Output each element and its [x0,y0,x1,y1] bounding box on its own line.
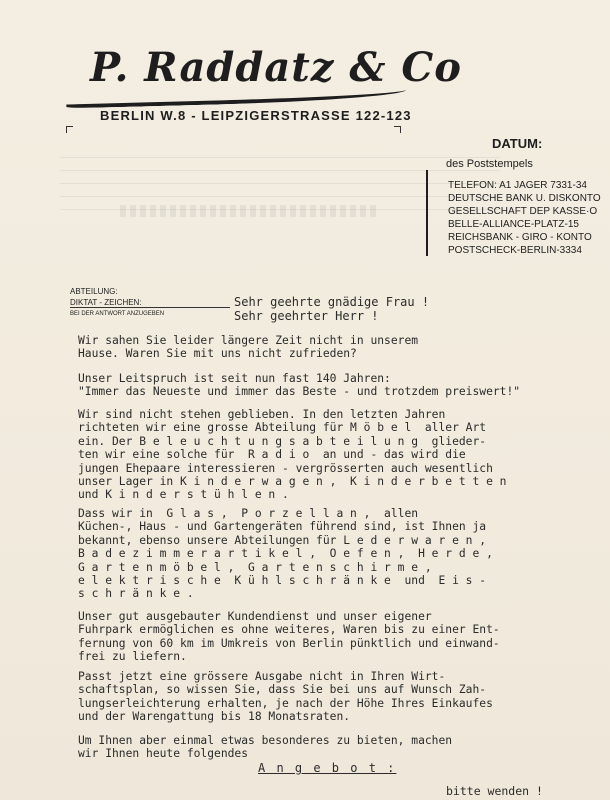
paragraph-1: Wir sahen Sie leider längere Zeit nicht in unserem Hause. Waren Sie mit uns nicht zufrieden? [78,334,419,361]
contact-line: POSTSCHECK-BERLIN-3334 [448,245,582,256]
address-window-mark-left [66,126,73,133]
turn-over-note: bitte wenden ! [446,784,543,798]
paragraph-6: Passt jetzt eine grössere Ausgabe nicht in Ihren Wirt- schaftsplan, so wissen Sie, dass Sie bei uns auf Wunsch Zah- lungserleichterung erhalten, je nach der Höhe Ihres Einkaufes und der Warengattung bis 18 Monatsraten. [78,670,493,724]
contact-line: DEUTSCHE BANK U. DISKONTO [448,193,601,204]
paragraph-3: Wir sind nicht stehen geblieben. In den letzten Jahren richteten wir eine grosse Abteilung für M ö b e l aller Art ein. Der B e l e u c h t u n g s a b t e i l u n g glieder- ten wir eine solche für R a d i o an und - das wird die jungen Ehepaare interessieren - vergrösserten auch wesentlich unser Lager in K i n d e r w a g e n , K i n d e r b e t t e n und K i n d e r s t ü h l e n . [78,408,507,502]
address-window-mark-right [394,126,401,133]
reference-rule [70,307,230,308]
date-value: des Poststempels [446,158,533,170]
salutation-sir: Sehr geehrter Herr ! [234,309,379,323]
paragraph-7: Um Ihnen aber einmal etwas besonderes zu bieten, machen wir Ihnen heute folgendes [78,734,453,761]
contact-block [448,179,601,257]
contact-line: BELLE-ALLIANCE-PLATZ-15 [448,219,579,230]
dictation-mark-label: DIKTAT - ZEICHEN: [70,298,142,307]
contact-line: REICHSBANK - GIRO - KONTO [448,232,592,243]
contact-divider [426,170,428,256]
paragraph-5: Unser gut ausgebauter Kundendienst und unser eigener Fuhrpark ermöglichen es ohne weiteres, Waren bis zu einer Ent- fernung von 60 km im Umkreis von Berlin pünktlich und einwand- frei zu liefern. [78,610,500,664]
offer-heading: A n g e b o t : [258,761,397,775]
salutation-madam: Sehr geehrte gnädige Frau ! [234,295,430,309]
show-through-shading [60,150,500,210]
reply-note: BEI DER ANTWORT ANZUGEBEN [70,311,165,317]
company-logo: P. Raddatz & Co [90,44,462,91]
paragraph-4: Dass wir in G l a s , P o r z e l l a n , allen Küchen-, Haus - und Gartengeräten führend sind, ist Ihnen ja bekannt, ebenso unsere Abteilungen für L e d e r w a r e n , B a d e z i m m e r a r t i k e l , O e f e n , H e r d e , G a r t e n m ö b e l , G a r t e n s c h i r m e , e l e k t r i s c h e K ü h l s c h r ä n k e und E i s - s c h r ä n k e . [78,507,493,601]
company-address: BERLIN W.8 - LEIPZIGERSTRASSE 122-123 [100,108,412,123]
date-label: DATUM: [492,136,543,151]
contact-line: GESELLSCHAFT DEP KASSE·O [448,206,598,217]
paragraph-2: Unser Leitspruch ist seit nun fast 140 Jahren: "Immer das Neueste und immer das Beste - und trotzdem preiswert!" [78,372,521,399]
contact-line: TELEFON: A1 JAGER 7331-34 [448,180,587,191]
department-label: ABTEILUNG: [70,287,118,296]
show-through-shading [120,205,380,217]
